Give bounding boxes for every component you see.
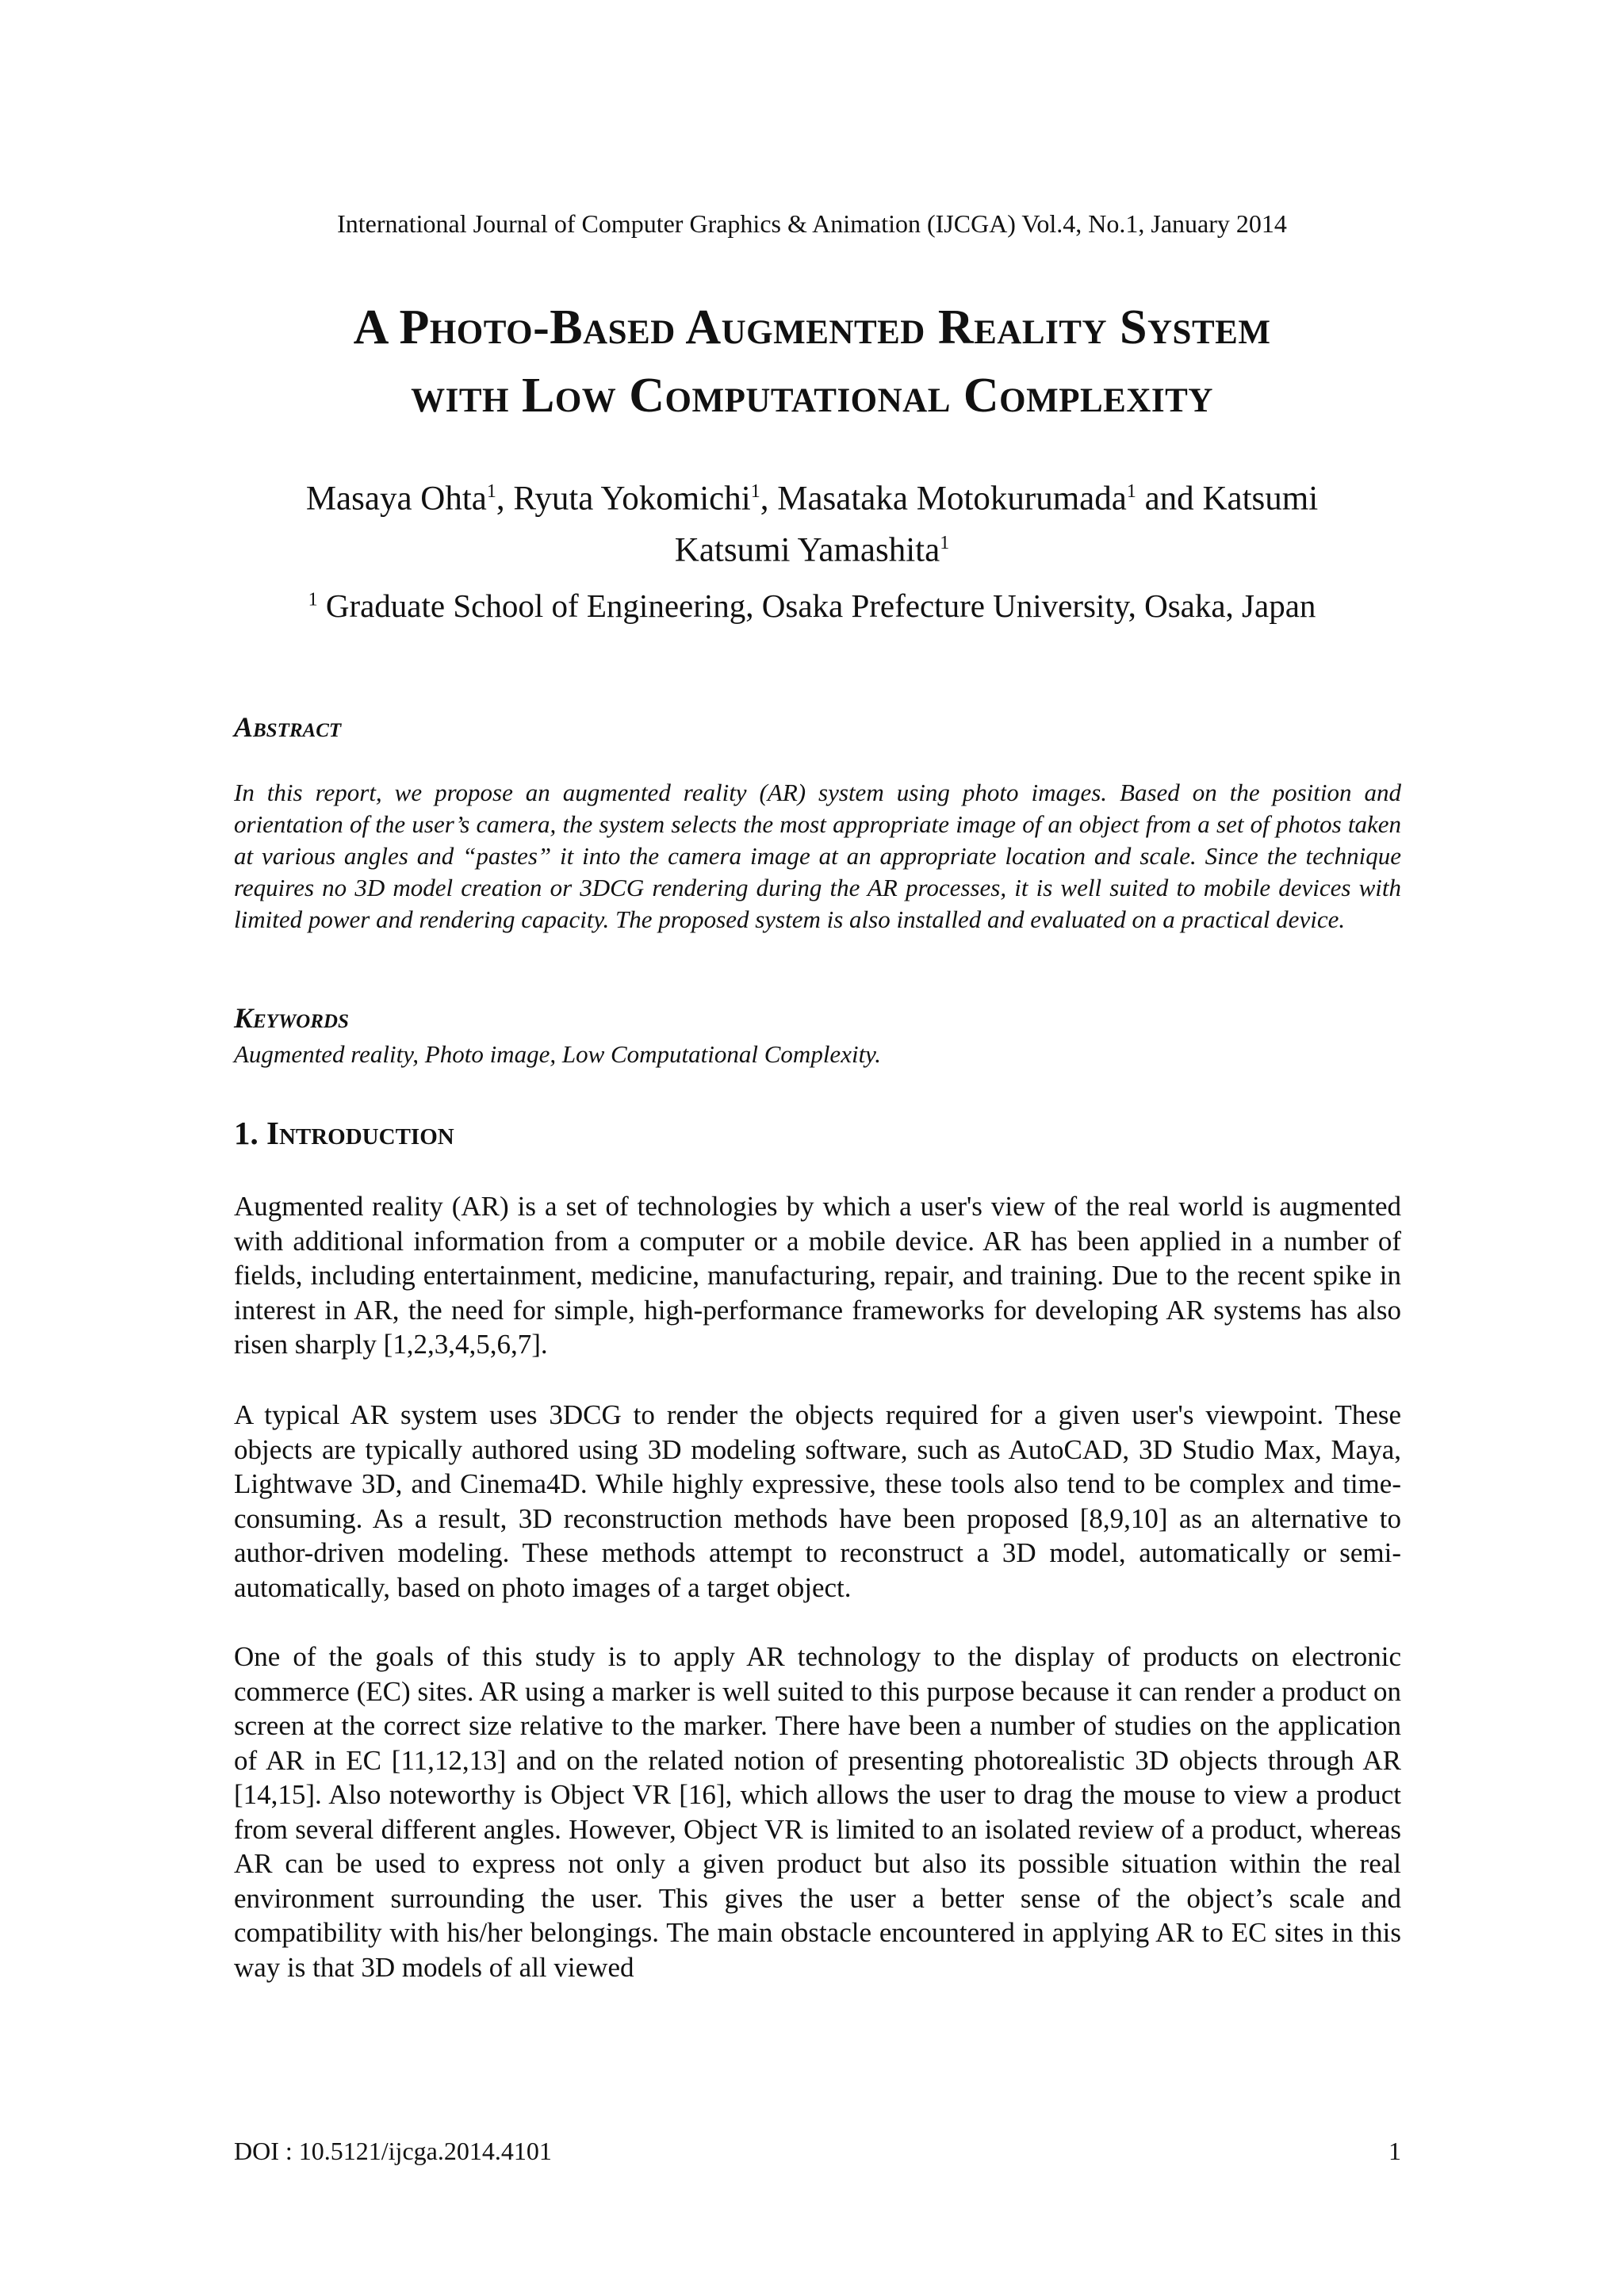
journal-header: International Journal of Computer Graphics & Animation (IJCGA) Vol.4, No.1, January 2014 — [337, 209, 1287, 238]
author-name: Ryuta Yokomichi — [513, 480, 751, 518]
page-number: 1 — [1388, 2137, 1401, 2165]
author-name: Masaya Ohta — [305, 480, 487, 518]
author-separator: , — [496, 480, 514, 518]
affiliation-marker: 1 — [308, 589, 318, 610]
footer-doi: DOI : 10.5121/ijcga.2014.4101 — [234, 2137, 552, 2165]
keywords-heading: Keywords — [234, 1002, 349, 1034]
body-paragraph: A typical AR system uses 3DCG to render the objects required for a given user's viewpoint. These objects are typically authored using 3D modeling software, such as AutoCAD, 3D Studio Max, Maya, Lightwave 3D, and Cinema4D. While highly expressive, these tools also tend to be complex and time-consuming. As a result, 3D reconstruction methods have been proposed [8,9,10] as an alternative to author-driven modeling. These methods attempt to reconstruct a 3D model, automatically or semi-automatically, based on photo images of a target object. — [234, 1399, 1401, 1603]
author-list: Masaya Ohta$^1$, Ryuta Yokomichi$^1$, Masataka Motokurumada$^1$ and Katsumi Katsumi Yamashita$^1$ — [305, 480, 1319, 569]
abstract-heading: Abstract — [234, 711, 342, 743]
keywords-text: Augmented reality, Photo image, Low Computational Complexity. — [234, 1040, 881, 1068]
author-name: Masataka Motokurumada — [777, 480, 1127, 518]
paper-title — [0, 293, 1624, 430]
section-heading-introduction: 1. Introduction — [234, 1115, 454, 1151]
title-line-1: A Photo-Based Augmented Reality System — [353, 300, 1271, 354]
title-line-2: with Low Computational Complexity — [411, 369, 1213, 423]
affiliation-marker: 1 — [1126, 481, 1136, 502]
affiliation-text: Graduate School of Engineering, Osaka Prefecture University, Osaka, Japan — [317, 587, 1316, 624]
body-paragraph: Augmented reality (AR) is a set of technologies by which a user's view of the real world is augmented with additional information from a computer or a mobile device. AR has been applied in a number of fields, including entertainment, medicine, manufacturing, repair, and training. Due to the recent spike in interest in AR, the need for simple, high-performance frameworks for developing AR systems has also risen sharply [1,2,3,4,5,6,7]. — [234, 1191, 1401, 1360]
author-name: Katsumi Yamashita — [674, 531, 940, 569]
author-separator: , — [760, 480, 778, 518]
affiliation-marker: 1 — [750, 481, 760, 502]
affiliation-marker: 1 — [940, 533, 950, 554]
abstract-text: In this report, we propose an augmented reality (AR) system using photo images. Based on the position and orientation of the user’s camera, the system selects the most appropriate image of an object from a set of photos taken at various angles and “pastes” it into the camera image at an appropriate location and scale. Since the technique requires no 3D model creation or 3DCG rendering during the AR processes, it is well suited to mobile devices with limited power and rendering capacity. The proposed system is also installed and evaluated on a practical device. — [234, 779, 1401, 933]
affiliation-marker: 1 — [486, 481, 496, 502]
author-separator: and — [1136, 480, 1203, 518]
affiliation — [0, 587, 1624, 625]
body-paragraph: One of the goals of this study is to apply AR technology to the display of products on electronic commerce (EC) sites. AR using a marker is well suited to this purpose because it can render a product on screen at the correct size relative to the marker. There have been a number of studies on the application of AR in EC [11,12,13] and on the related notion of presenting photorealistic 3D objects through AR [14,15]. Also noteworthy is Object VR [16], which allows the user to drag the mouse to view a product from several different angles. However, Object VR is limited to an isolated review of a product, whereas AR can be used to express not only a given product but also its possible situation within the real environment surrounding the user. This gives the user a better sense of the object’s scale and compatibility with his/her belongings. The main obstacle encountered in applying AR to EC sites in this way is that 3D models of all viewed — [234, 1641, 1401, 1983]
